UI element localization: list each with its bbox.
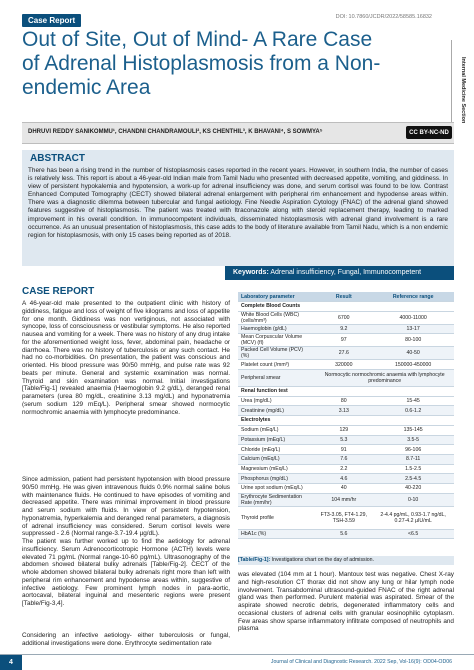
result-cell: 27.6 — [315, 347, 372, 360]
reference-cell: 13-17 — [372, 324, 454, 334]
table-section-row — [238, 302, 454, 312]
table-section-row — [238, 387, 454, 397]
article-title: Out of Site, Out of Mind- A Rare Case of Adrenal Histoplasmosis from a Non-endemic Area — [22, 28, 381, 99]
table-row — [238, 347, 454, 360]
keywords-label: Keywords: — [233, 269, 269, 276]
table-row — [238, 311, 454, 324]
param-cell: Calcium (mEq/L) — [238, 454, 315, 464]
result-cell: 80 — [315, 396, 372, 406]
case-paragraph-1: A 46-year-old male presented to the outpatient clinic with history of giddiness, fatigue and loss of weight of five kilograms and loss of appetite for one month. Giddiness was non vertiginous, not associated with syncope, loss of consciousness or vestibular symptoms. He also reported nausea and vomiting for a week. There was no history of any drug intake for the aforementioned weight loss, fever, abdominal pain, headache or diarrhoea. There was no history of tuberculosis or any such contact. He had no co-morbidities. On presentation, the patient was conscious and oriented. His blood pressure was 90/50 mmHg, and pulse rate was 92 beats per minute. General and systemic examination was normal. Thyroid and skin examination was normal. Initial investigations [Table/Fig-1] revealed anaemia (Haemoglobin 9.2 g/dL), deranged renal parameters (urea 80 mg/dL, creatinine 3.13 mg/dL) and hyponatremia (serum sodium 129 mEq/L). Peripheral smear showed normocytic normochromic anaemia with lymphocyte predominance. — [22, 300, 230, 416]
case-paragraph-2: Since admission, patient had persistent hypotension with blood pressure 90/50 mmHg. He was given intravenous fluids 0.9% normal saline bolus with maintenance fluids. He continued to have episodes of vomiting and decreased appetite. There was minimal improvement in blood pressure and serum sodium with fluids. In view of persistent hypotension, hyponatremia, hyperkalemia and deranged renal parameters, a diagnosis of adrenal insufficiency was considered. Serum cortisol levels were suppressed - 2.6 (Normal range-3.7-19.4 µg/dL). — [22, 476, 230, 538]
param-cell: Platelet count (/mm³) — [238, 360, 315, 370]
lab-results-table — [238, 292, 454, 539]
reference-cell: 96-106 — [372, 445, 454, 455]
reference-cell: 1.5-2.5 — [372, 464, 454, 474]
table-caption — [238, 556, 454, 565]
case-report-heading: CASE REPORT — [22, 286, 95, 297]
result-cell: 104 mm/hr — [315, 493, 372, 506]
doi-text: DOI: 10.7860/JCDR/2022/58585.16832 — [335, 14, 432, 20]
abstract-text: There has been a rising trend in the number of histoplasmosis cases reported in the recent years. However, in southern India, the number of cases is relatively less. This report is about a 46-year-old Indian male from Tamil Nadu who presented with decreased appetite, vomiting, and giddiness. In view of persistent hypokalemia and hypotension, a work-up for adrenal insufficiency was done, and serum cortisol was found to be low. Contrast Enhanced Computed Tomography (CECT) showed bilateral adrenal enlargement with peripheral rim enhancement and hypodense areas within. There was a diagnostic dilemma between tubercular and fungal aetiology. Fine Needle Aspiration Cytology (FNAC) of the adrenal gland showed features suggestive of histoplasmosis. The patient was treated with Itraconazole along with steroid replacement therapy, leading to marked improvement in his overall condition. In immunocompetent individuals, disseminated histoplasmosis with adrenal gland involvement is a rare occurrence. As an unusual presentation of histoplasmosis, this case adds to the body of literature available from Tamil Nadu, which is a non endemic region for histoplasmosis, with only 15 cases being reported as of 2018. — [28, 167, 448, 239]
table-row — [238, 396, 454, 406]
reference-cell: 4000-11000 — [372, 311, 454, 324]
result-cell: 320000 — [315, 360, 372, 370]
reference-cell: 40-50 — [372, 347, 454, 360]
param-cell: Thyroid profile — [238, 506, 315, 529]
result-cell: 4.6 — [315, 474, 372, 484]
reference-cell: <6.5 — [372, 529, 454, 539]
param-cell: Magnesium (mEq/L) — [238, 464, 315, 474]
table-row — [238, 529, 454, 539]
result-cell: 6700 — [315, 311, 372, 324]
col-header-parameter: Laboratory parameter — [238, 292, 315, 302]
result-cell: 2.2 — [315, 464, 372, 474]
keywords-line — [233, 269, 421, 276]
result-cell: 5.3 — [315, 435, 372, 445]
result-cell: 7.6 — [315, 454, 372, 464]
col-header-result: Result — [315, 292, 372, 302]
param-cell: Potassium (mEq/L) — [238, 435, 315, 445]
footer-journal-text: Journal of Clinical and Diagnostic Research. 2022 Sep, Vol-16(9): OD04-OD06 — [270, 659, 452, 665]
reference-cell: 8.7-11 — [372, 454, 454, 464]
param-cell: Haemoglobin (g/dL) — [238, 324, 315, 334]
cc-license-badge[interactable]: CC BY-NC-ND — [406, 126, 452, 139]
param-cell: Erythrocyte Sedimentation Rate (mm/hr) — [238, 493, 315, 506]
table-row — [238, 483, 454, 493]
table-caption-text: Investigations chart on the day of admission. — [271, 557, 375, 563]
table-row — [238, 370, 454, 387]
param-cell: Chloride (mEq/L) — [238, 445, 315, 455]
param-cell: Creatinine (mg/dL) — [238, 406, 315, 416]
param-cell: HbA1c (%) — [238, 529, 315, 539]
footer-divider — [0, 654, 474, 655]
case-paragraph-4: Considering an infective aetiology- either tuberculosis or fungal, additional investigations were done. Erythrocyte sedimentation rate — [22, 632, 230, 647]
param-cell: Peripheral smear — [238, 370, 315, 387]
reference-cell: 0-10 — [372, 493, 454, 506]
param-cell: White Blood Cells (WBC) (cells/mm³) — [238, 311, 315, 324]
keywords-bar — [225, 266, 454, 280]
section-label-text: Internal Medicine Section — [460, 56, 466, 124]
reference-cell: 135-145 — [372, 425, 454, 435]
authors-bar — [22, 122, 454, 144]
table-row — [238, 474, 454, 484]
result-cell: 97 — [315, 334, 372, 347]
param-cell: Phosphorus (mg/dL) — [238, 474, 315, 484]
reference-cell: 80-100 — [372, 334, 454, 347]
table-caption-label: [Table/Fig-1]: — [238, 557, 271, 563]
section-side-label — [451, 40, 474, 140]
table-row — [238, 360, 454, 370]
reference-cell: 0.6-1.2 — [372, 406, 454, 416]
table-row — [238, 435, 454, 445]
author-list: DHRUVI REDDY SANIKOMMU¹, CHANDNI CHANDRAMOULI², KS CHENTHIL³, K BHAVANI⁴, S SOWMYA⁵ — [28, 129, 323, 135]
param-cell: Mean Corpuscular Volume (MCV) (fl) — [238, 334, 315, 347]
reference-cell: 15-45 — [372, 396, 454, 406]
result-cell: 3.13 — [315, 406, 372, 416]
param-cell: Sodium (mEq/L) — [238, 425, 315, 435]
reference-cell: 3.5-5 — [372, 435, 454, 445]
case-paragraph-3: The patient was further worked up to find the aetiology for adrenal insufficiency. Serum Adrenocorticotropic Hormone (ACTH) levels were elevated 71 pg/mL (Normal range-10-60 pg/mL). Ultrasonography of the abdomen showed bilateral bulky adrenals [Table/Fig-2]. CECT of the whole abdomen showed bilateral bulky adrenals right more than left with peripheral rim enhancement and hypodense areas within, suggestive of infective aetiology. Few prominent lymph nodes in para-aortic, aortocaval, bilateral inguinal and mesenteric regions were present [Table/Fig-3,4]. — [22, 538, 230, 607]
section-electrolytes: Electrolytes — [238, 416, 454, 426]
param-cell: Packed Cell Volume (PCV) (%) — [238, 347, 315, 360]
result-cell: 91 — [315, 445, 372, 455]
table-row — [238, 454, 454, 464]
abstract-box — [22, 150, 454, 266]
result-cell: 9.2 — [315, 324, 372, 334]
table-row — [238, 425, 454, 435]
table-header-row — [238, 292, 454, 302]
page-number: 4 — [0, 655, 22, 670]
reference-cell: 40-220 — [372, 483, 454, 493]
abstract-heading: ABSTRACT — [30, 153, 85, 164]
table-row — [238, 445, 454, 455]
table-row — [238, 464, 454, 474]
section-renal: Renal function test — [238, 387, 454, 397]
col-header-reference: Reference range — [372, 292, 454, 302]
param-cell: Urine spot sodium (mEq/L) — [238, 483, 315, 493]
result-cell: Normocytic normochromic anaemia with lymphocyte predominance — [315, 370, 454, 387]
keywords-text: Adrenal insufficiency, Fungal, Immunocompetent — [270, 269, 422, 276]
table-row — [238, 334, 454, 347]
table-row — [238, 406, 454, 416]
reference-cell: 2.5-4.5 — [372, 474, 454, 484]
result-cell: 129 — [315, 425, 372, 435]
table-row — [238, 506, 454, 529]
param-cell: Urea (mg/dL) — [238, 396, 315, 406]
table-row — [238, 324, 454, 334]
table-row — [238, 493, 454, 506]
reference-cell: 2-4.4 pg/mL, 0.93-1.7 ng/dL, 0.27-4.2 µIU/mL — [372, 506, 454, 529]
result-cell: FT3-3.05, FT4-1.29, TSH-3.59 — [315, 506, 372, 529]
table-section-row — [238, 416, 454, 426]
result-cell: 5.6 — [315, 529, 372, 539]
case-report-badge: Case Report — [22, 14, 81, 27]
section-blood-counts: Complete Blood Counts — [238, 302, 454, 312]
reference-cell: 150000-450000 — [372, 360, 454, 370]
case-paragraph-5: was elevated (104 mm at 1 hour). Mantoux test was negative. Chest X-ray and high-resolution CT thorax did not show any lung or hilar lymph node involvement. Transabdominal ultrasound-guided FNAC of the right adrenal gland was then performed. Purulent material was aspirated. Smear of the aspirate showed necrotic debris, degenerated inflammatory cells and occasional clusters of adrenal cells with granular eosinophilic cytoplasm. Few areas show sparse inflammatory infiltrate composed of neutrophils and plasma — [238, 571, 454, 633]
result-cell: 40 — [315, 483, 372, 493]
